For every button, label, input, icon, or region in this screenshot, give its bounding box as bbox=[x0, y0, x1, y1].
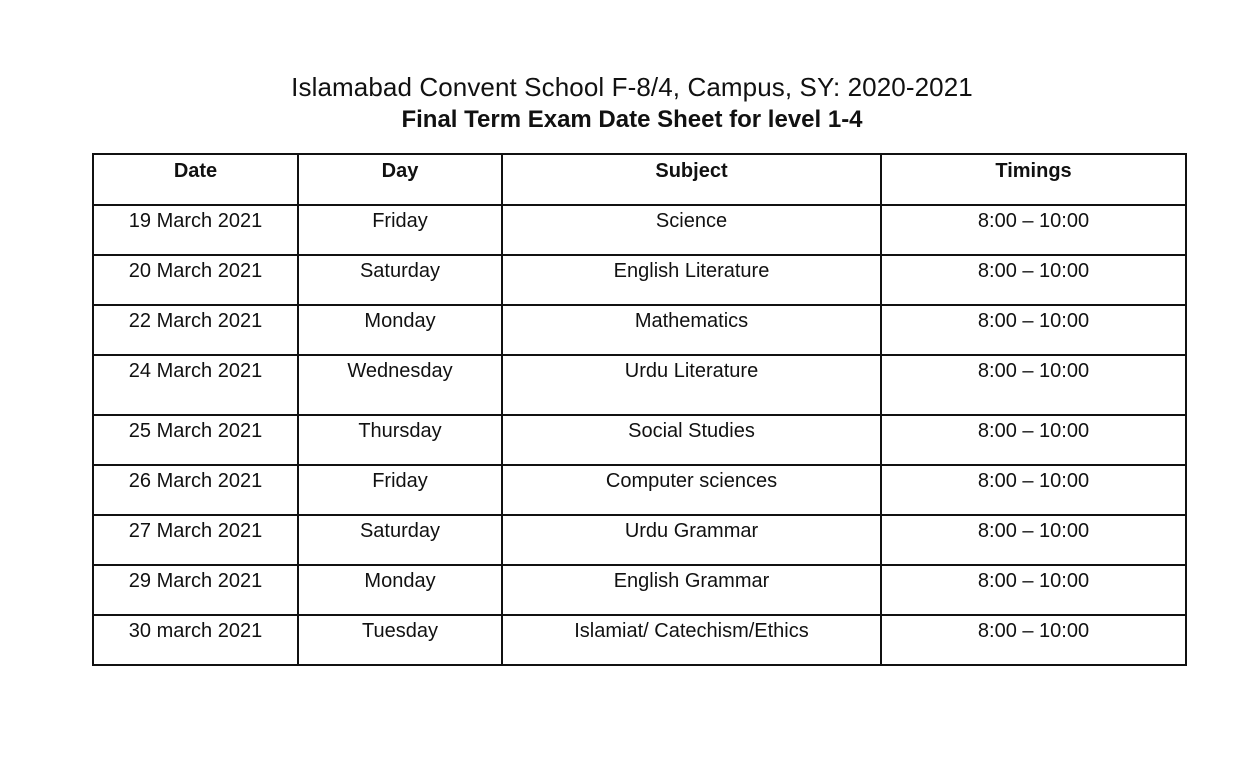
day-cell: Friday bbox=[298, 465, 502, 515]
timing-cell: 8:00 – 10:00 bbox=[881, 465, 1186, 515]
date-cell: 24 March 2021 bbox=[93, 355, 298, 415]
date-cell: 29 March 2021 bbox=[93, 565, 298, 615]
day-cell: Saturday bbox=[298, 255, 502, 305]
column-header-subject: Subject bbox=[502, 154, 881, 205]
column-header-day: Day bbox=[298, 154, 502, 205]
subject-cell: Mathematics bbox=[502, 305, 881, 355]
subject-cell: English Literature bbox=[502, 255, 881, 305]
date-cell: 25 March 2021 bbox=[93, 415, 298, 465]
subject-cell: Islamiat/ Catechism/Ethics bbox=[502, 615, 881, 665]
timing-cell: 8:00 – 10:00 bbox=[881, 515, 1186, 565]
table-row bbox=[93, 615, 1186, 665]
day-cell: Thursday bbox=[298, 415, 502, 465]
column-header-timings: Timings bbox=[881, 154, 1186, 205]
timing-cell: 8:00 – 10:00 bbox=[881, 205, 1186, 255]
day-cell: Wednesday bbox=[298, 355, 502, 415]
table-row bbox=[93, 465, 1186, 515]
date-cell: 27 March 2021 bbox=[93, 515, 298, 565]
subject-cell: Urdu Literature bbox=[502, 355, 881, 415]
day-cell: Monday bbox=[298, 305, 502, 355]
table-row bbox=[93, 565, 1186, 615]
timing-cell: 8:00 – 10:00 bbox=[881, 355, 1186, 415]
day-cell: Saturday bbox=[298, 515, 502, 565]
timing-cell: 8:00 – 10:00 bbox=[881, 565, 1186, 615]
date-cell: 20 March 2021 bbox=[93, 255, 298, 305]
table-row bbox=[93, 515, 1186, 565]
table-row bbox=[93, 305, 1186, 355]
date-sheet-title: Final Term Exam Date Sheet for level 1-4 bbox=[401, 106, 863, 133]
day-cell: Friday bbox=[298, 205, 502, 255]
subject-cell: Urdu Grammar bbox=[502, 515, 881, 565]
timing-cell: 8:00 – 10:00 bbox=[881, 305, 1186, 355]
timing-cell: 8:00 – 10:00 bbox=[881, 255, 1186, 305]
day-cell: Monday bbox=[298, 565, 502, 615]
timing-cell: 8:00 – 10:00 bbox=[881, 415, 1186, 465]
exam-date-sheet-table bbox=[92, 153, 1187, 666]
subject-cell: English Grammar bbox=[502, 565, 881, 615]
table-header-row bbox=[93, 154, 1186, 205]
date-cell: 26 March 2021 bbox=[93, 465, 298, 515]
date-cell: 30 march 2021 bbox=[93, 615, 298, 665]
subject-cell: Science bbox=[502, 205, 881, 255]
date-cell: 19 March 2021 bbox=[93, 205, 298, 255]
school-title: Islamabad Convent School F-8/4, Campus, SY: 2020-2021 bbox=[291, 72, 973, 102]
date-cell: 22 March 2021 bbox=[93, 305, 298, 355]
table-row bbox=[93, 205, 1186, 255]
table-row bbox=[93, 415, 1186, 465]
subject-cell: Computer sciences bbox=[502, 465, 881, 515]
timing-cell: 8:00 – 10:00 bbox=[881, 615, 1186, 665]
table-row bbox=[93, 355, 1186, 415]
table-row bbox=[93, 255, 1186, 305]
subject-cell: Social Studies bbox=[502, 415, 881, 465]
column-header-date: Date bbox=[93, 154, 298, 205]
day-cell: Tuesday bbox=[298, 615, 502, 665]
